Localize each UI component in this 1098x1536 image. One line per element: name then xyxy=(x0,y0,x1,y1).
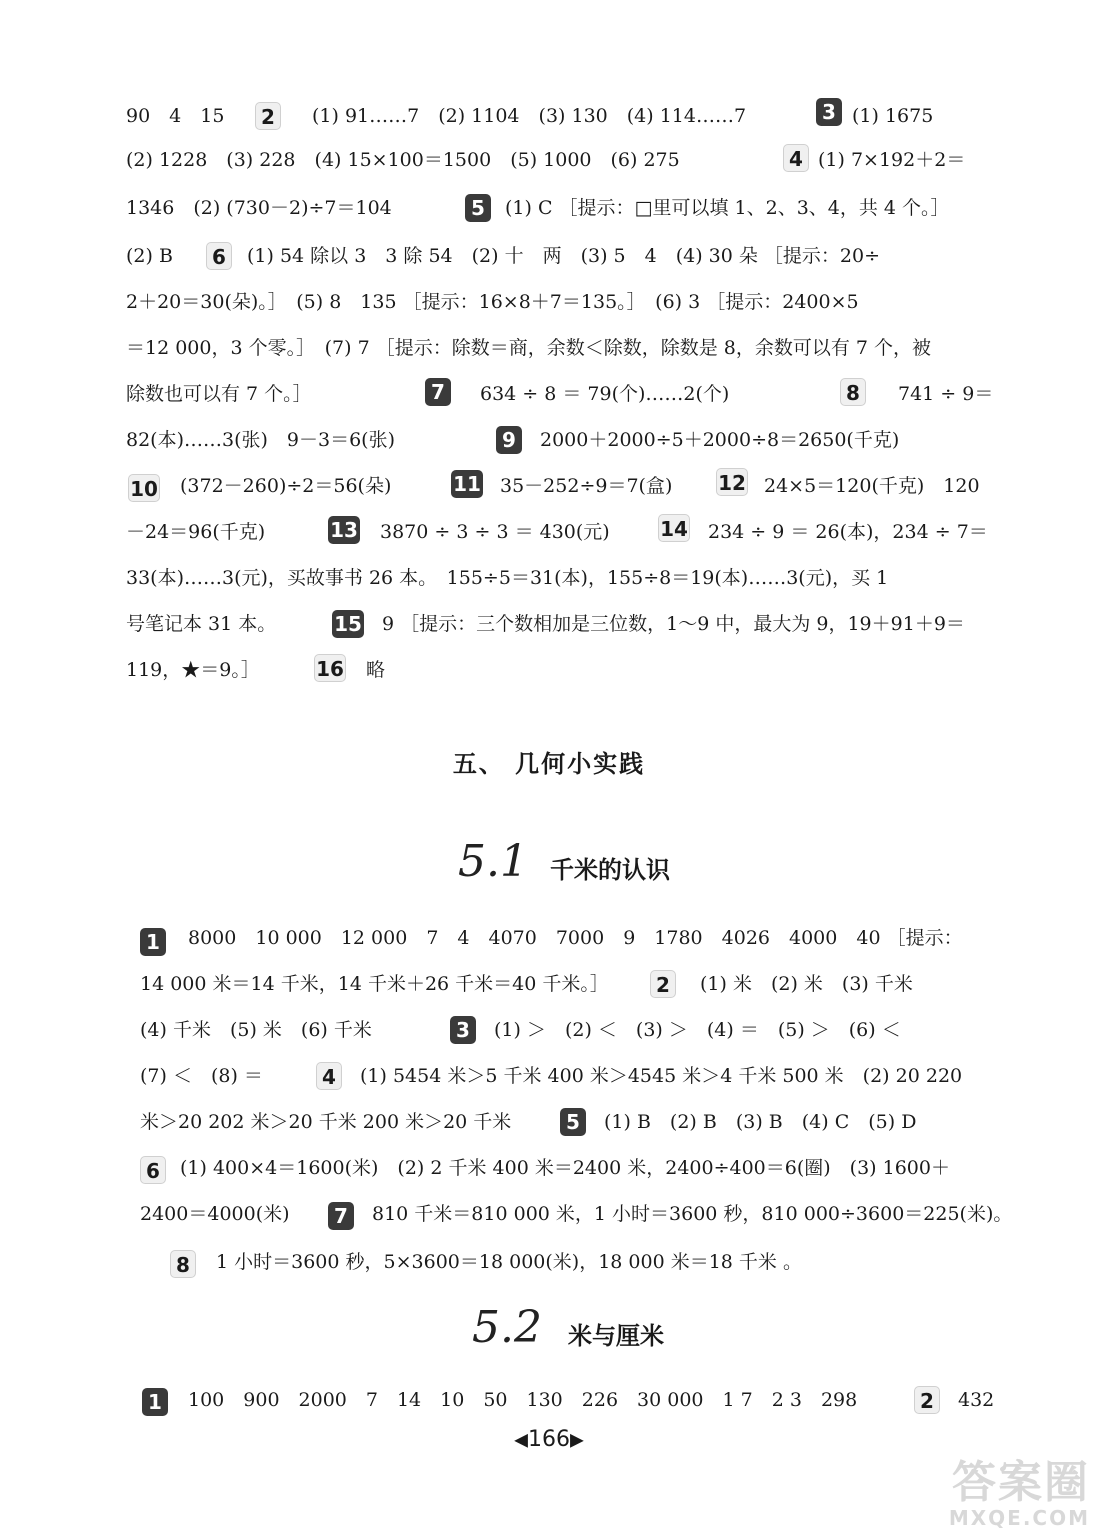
question-badge: 2 xyxy=(914,1386,940,1414)
question-badge: 5 xyxy=(560,1108,586,1136)
answer-text: 3870 ÷ 3 ÷ 3 ＝ 430(元) xyxy=(380,521,610,543)
question-badge: 4 xyxy=(783,144,809,172)
arrow-right-icon: ▶ xyxy=(570,1429,584,1451)
answer-text: (1) 91……7 (2) 1104 (3) 130 (4) 114……7 xyxy=(312,105,747,127)
question-badge: 8 xyxy=(840,378,866,406)
answer-text: (1) 1675 xyxy=(852,105,934,127)
answer-text: (1) 7×192＋2＝ xyxy=(818,149,966,171)
question-badge: 11 xyxy=(451,470,483,498)
question-badge: 3 xyxy=(816,98,842,126)
answer-text: 米＞20 202 米＞20 千米 200 米＞20 千米 xyxy=(140,1111,512,1133)
question-badge: 6 xyxy=(206,242,232,270)
subsection-heading xyxy=(0,1302,1098,1358)
question-badge: 6 xyxy=(140,1156,166,1184)
answer-text: (372－260)÷2＝56(朵) xyxy=(180,475,392,497)
answer-text: ＝12 000，3 个零。］ (7) 7 ［提示：除数＝商，余数＜除数，除数是 8，余数可以有 7 个，被 xyxy=(126,337,931,359)
answer-text: 9 ［提示：三个数相加是三位数，1～9 中，最大为 9，19＋91＋9＝ xyxy=(382,613,965,635)
answer-text: －24＝96(千克) xyxy=(126,521,266,543)
question-badge: 4 xyxy=(316,1062,342,1090)
answer-text: 33(本)……3(元)，买故事书 26 本。 155÷5＝31(本)，155÷8＝19(本)……3(元)，买 1 xyxy=(126,567,889,589)
answer-text: 119，★＝9。］ xyxy=(126,659,260,681)
answer-text: (1) ＞ (2) ＜ (3) ＞ (4) ＝ (5) ＞ (6) ＜ xyxy=(494,1019,901,1041)
answer-text: 432 xyxy=(958,1389,995,1411)
answer-text: 234 ÷ 9 ＝ 26(本)，234 ÷ 7＝ xyxy=(708,521,988,543)
question-badge: 1 xyxy=(140,928,166,956)
question-badge: 2 xyxy=(650,970,676,998)
answer-text: (2) B xyxy=(126,245,173,267)
subsection-title: 米与厘米 xyxy=(568,1322,664,1350)
answer-text: 100 900 2000 7 14 10 50 130 226 30 000 1 7 2 3 298 xyxy=(188,1389,858,1411)
section-title: 五、 几何小实践 xyxy=(452,750,646,778)
answer-text: 741 ÷ 9＝ xyxy=(898,383,994,405)
answer-text: 24×5＝120(千克) 120 xyxy=(764,475,980,497)
answer-text: 1346 (2) (730－2)÷7＝104 xyxy=(126,197,392,219)
page-number-text: 166 xyxy=(528,1427,570,1452)
answer-text: 35－252÷9＝7(盒) xyxy=(500,475,673,497)
answer-text: (1) 54 除以 3 3 除 54 (2) 十 两 (3) 5 4 (4) 30 朵 ［提示：20÷ xyxy=(247,245,881,267)
subsection-title: 千米的认识 xyxy=(550,856,670,884)
question-badge: 9 xyxy=(496,426,522,454)
answer-text: (1) C ［提示：□里可以填 1、2、3、4，共 4 个。］ xyxy=(505,197,950,219)
question-badge: 8 xyxy=(170,1250,196,1278)
question-badge: 2 xyxy=(255,102,281,130)
question-badge: 5 xyxy=(465,194,491,222)
answer-text: (1) 米 (2) 米 (3) 千米 xyxy=(700,973,913,995)
question-badge: 1 xyxy=(142,1388,168,1416)
question-badge: 7 xyxy=(328,1202,354,1230)
question-badge: 13 xyxy=(328,516,360,544)
watermark-logo xyxy=(948,1457,1090,1530)
question-badge: 3 xyxy=(450,1016,476,1044)
answer-text: 90 4 15 xyxy=(126,105,225,127)
arrow-left-icon: ◀ xyxy=(514,1429,528,1451)
answer-text: 8000 10 000 12 000 7 4 4070 7000 9 1780 4026 4000 40 ［提示： xyxy=(188,927,963,949)
answer-text: 号笔记本 31 本。 xyxy=(126,613,277,635)
page-number xyxy=(0,1427,1098,1452)
question-badge: 14 xyxy=(658,514,690,542)
answer-text: (1) 5454 米＞5 千米 400 米＞4545 米＞4 千米 500 米 (2) 20 220 xyxy=(360,1065,963,1087)
answer-text: (1) B (2) B (3) B (4) C (5) D xyxy=(604,1111,917,1133)
question-badge: 15 xyxy=(332,610,364,638)
answer-text: 2＋20＝30(朵)。］ (5) 8 135 ［提示：16×8＋7＝135。］ (6) 3 ［提示：2400×5 xyxy=(126,291,859,313)
answer-text: 略 xyxy=(366,659,386,681)
question-badge: 7 xyxy=(425,378,451,406)
watermark-sub: MXQE.COM xyxy=(948,1506,1090,1530)
answer-text: 2400＝4000(米) xyxy=(140,1203,290,1225)
answer-text: (1) 400×4＝1600(米) (2) 2 千米 400 米＝2400 米，2400÷400＝6(圈) (3) 1600＋ xyxy=(180,1157,950,1179)
question-badge: 16 xyxy=(314,654,346,682)
question-badge: 10 xyxy=(128,474,160,502)
answer-text: 82(本)……3(张) 9－3＝6(张) xyxy=(126,429,396,451)
answer-text: 2000＋2000÷5＋2000÷8＝2650(千克) xyxy=(540,429,900,451)
answer-text: 14 000 米＝14 千米，14 千米＋26 千米＝40 千米。］ xyxy=(140,973,609,995)
answer-text: 除数也可以有 7 个。］ xyxy=(126,383,312,405)
subsection-number: 5.1 xyxy=(458,836,528,887)
answer-text: 1 小时＝3600 秒，5×3600＝18 000(米)，18 000 米＝18 千米 。 xyxy=(216,1251,802,1273)
answer-text: (4) 千米 (5) 米 (6) 千米 xyxy=(140,1019,372,1041)
answer-text: (7) ＜ (8) ＝ xyxy=(140,1065,263,1087)
watermark-main: 答案圈 xyxy=(952,1457,1090,1508)
subsection-number: 5.2 xyxy=(472,1302,542,1353)
answer-text: 810 千米＝810 000 米，1 小时＝3600 秒，810 000÷3600＝225(米)。 xyxy=(372,1203,1013,1225)
question-badge: 12 xyxy=(716,468,748,496)
answer-text: (2) 1228 (3) 228 (4) 15×100＝1500 (5) 1000 (6) 275 xyxy=(126,149,680,171)
answer-text: 634 ÷ 8 ＝ 79(个)……2(个) xyxy=(480,383,730,405)
subsection-heading xyxy=(0,836,1098,892)
